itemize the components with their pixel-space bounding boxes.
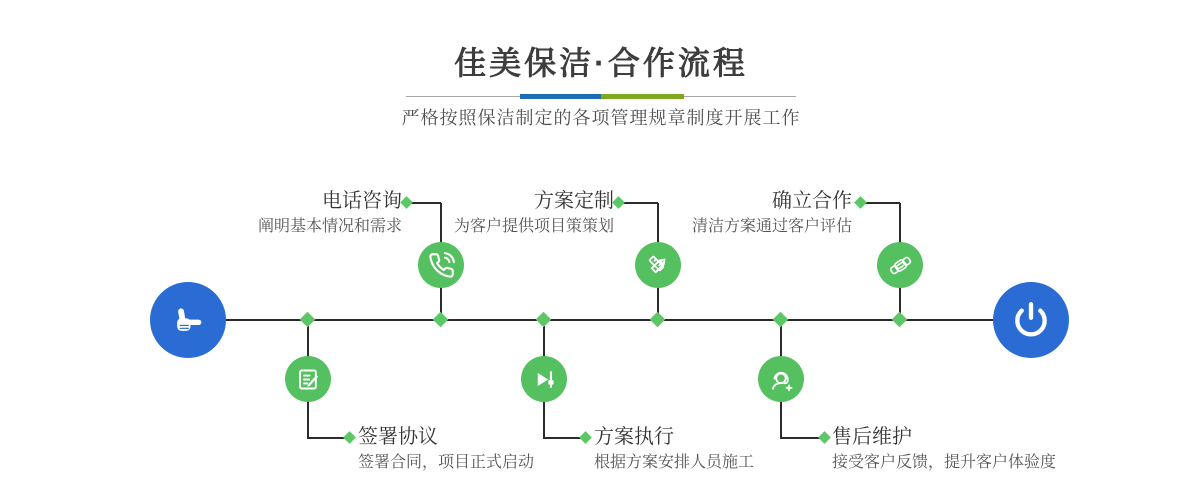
- point-right-icon: [168, 300, 208, 340]
- timeline-line: [226, 319, 993, 321]
- step-desc: 签署合同，项目正式启动: [358, 454, 535, 471]
- step-title: 方案定制: [534, 190, 614, 212]
- step-node-aftersales: [758, 356, 804, 402]
- step-label-sign: [358, 424, 534, 473]
- document-sign-icon: [295, 366, 322, 393]
- label-diamond: [343, 431, 356, 444]
- play-execute-icon: [531, 366, 558, 393]
- label-diamond: [579, 431, 592, 444]
- step-desc: 清洁方案通过客户评估: [691, 218, 852, 235]
- step-desc: 为客户提供项目策策划: [453, 218, 614, 235]
- step-desc: 阐明基本情况和需求: [257, 218, 402, 235]
- label-diamond: [818, 431, 831, 444]
- title-divider-green-segment: [601, 94, 684, 99]
- step-title: 售后维护: [832, 426, 912, 448]
- step-label-phone: [258, 188, 402, 237]
- step-node-execute: [521, 356, 567, 402]
- step-node-cooperation: [877, 242, 923, 288]
- step-title: 签署协议: [358, 426, 438, 448]
- timeline-diamond: [300, 312, 316, 328]
- flow-end-node: [993, 282, 1069, 358]
- step-label-cooperation: [692, 188, 852, 237]
- step-node-sign: [285, 356, 331, 402]
- step-label-aftersales: [832, 424, 1056, 473]
- step-title: 电话咨询: [322, 190, 402, 212]
- step-node-plan: [635, 242, 681, 288]
- label-diamond: [612, 196, 625, 209]
- step-title: 确立合作: [772, 190, 852, 212]
- timeline-diamond: [773, 312, 789, 328]
- title-divider-blue-segment: [520, 94, 601, 99]
- timeline-diamond: [650, 312, 666, 328]
- step-desc: 接受客户反馈，提升客户体验度: [832, 454, 1057, 471]
- phone-call-icon: [428, 252, 455, 279]
- page-title: 佳美保洁·合作流程: [454, 45, 748, 81]
- step-label-plan: [454, 188, 614, 237]
- timeline-diamond: [892, 312, 908, 328]
- page-subtitle: 严格按照保洁制定的各项管理规章制度开展工作: [401, 108, 801, 128]
- headset-plus-icon: [768, 366, 795, 393]
- pencil-ruler-icon: [645, 252, 672, 279]
- label-diamond: [854, 196, 867, 209]
- handshake-icon: [887, 252, 914, 279]
- step-title: 方案执行: [594, 426, 674, 448]
- power-icon: [1011, 300, 1051, 340]
- step-node-phone: [418, 242, 464, 288]
- timeline-diamond: [536, 312, 552, 328]
- flow-start-node: [150, 282, 226, 358]
- step-desc: 根据方案安排人员施工: [594, 454, 755, 471]
- step-label-execute: [594, 424, 754, 473]
- label-diamond: [400, 196, 413, 209]
- timeline-diamond: [433, 312, 449, 328]
